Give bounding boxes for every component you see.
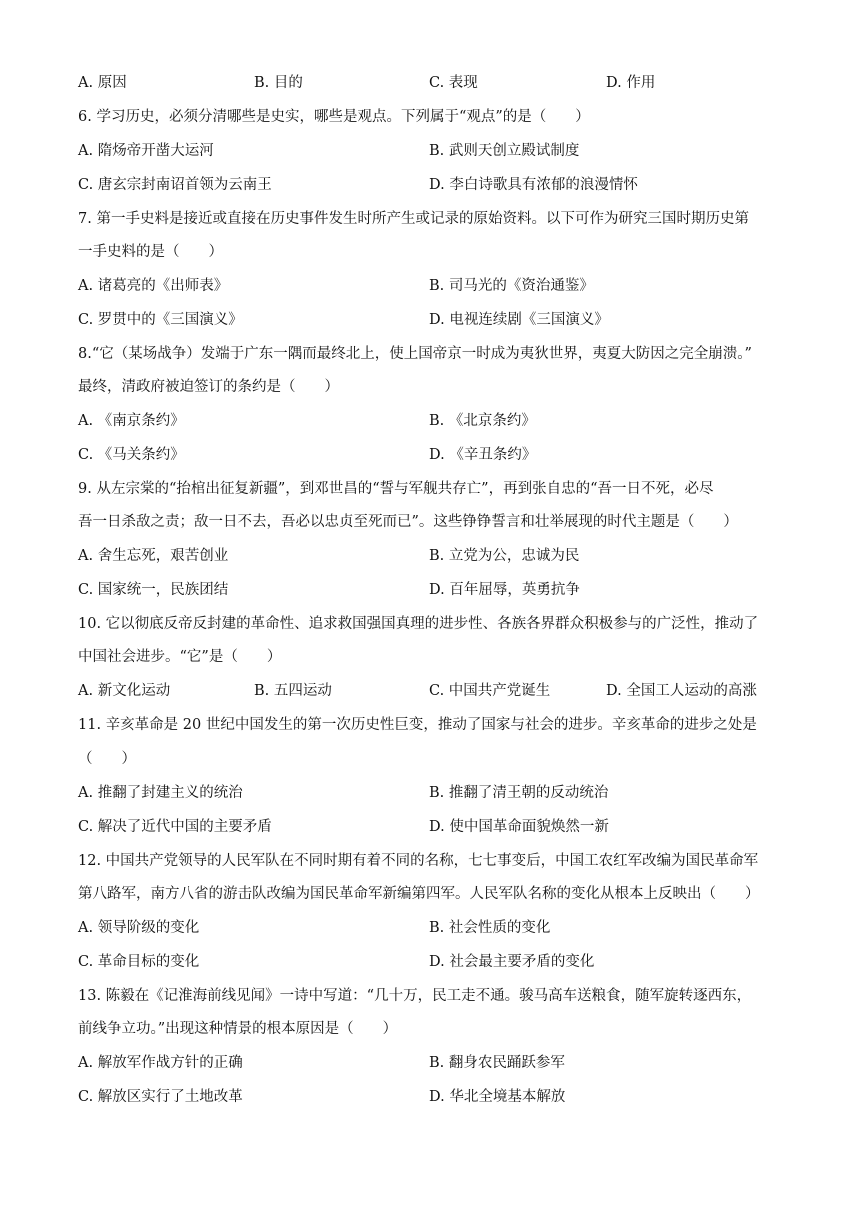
q9-stem-line-1: 9. 从左宗棠的“抬棺出征复新疆”，到邓世昌的“誓与军舰共存亡”，再到张自忠的“吾一日不死，必尽 xyxy=(78,481,714,497)
q10-stem-line-2: 中国社会进步。“它”是（ ） xyxy=(78,649,282,665)
q13-stem-line-2: 前线争立功。”出现这种情景的根本原因是（ ） xyxy=(78,1021,398,1037)
q8-option-b[interactable]: B. 《北京条约》 xyxy=(429,413,536,429)
q5-option-d[interactable]: D. 作用 xyxy=(606,75,656,91)
q9-option-d[interactable]: D. 百年屈辱，英勇抗争 xyxy=(429,582,580,598)
q7-option-a[interactable]: A. 诸葛亮的《出师表》 xyxy=(78,278,229,294)
q13-option-b[interactable]: B. 翻身农民踊跃参军 xyxy=(429,1055,565,1071)
q12-stem-line-1: 12. 中国共产党领导的人民军队在不同时期有着不同的名称，七七事变后，中国工农红军改编为国民革命军 xyxy=(78,853,759,869)
q8-stem-line-1: 8.“它（某场战争）发端于广东一隅而最终北上，使上国帝京一时成为夷狄世界，夷夏大防因之完全崩溃。” xyxy=(78,346,752,362)
q7-option-c[interactable]: C. 罗贯中的《三国演义》 xyxy=(78,312,243,328)
q8-option-c[interactable]: C. 《马关条约》 xyxy=(78,447,185,463)
q5-option-c[interactable]: C. 表现 xyxy=(429,75,478,91)
q9-option-b[interactable]: B. 立党为公，忠诚为民 xyxy=(429,548,580,564)
q13-option-c[interactable]: C. 解放区实行了土地改革 xyxy=(78,1089,243,1105)
q10-option-a[interactable]: A. 新文化运动 xyxy=(78,683,171,699)
q11-option-a[interactable]: A. 推翻了封建主义的统治 xyxy=(78,785,243,801)
q7-option-d[interactable]: D. 电视连续剧《三国演义》 xyxy=(429,312,609,328)
q9-option-a[interactable]: A. 舍生忘死，艰苦创业 xyxy=(78,548,229,564)
q6-stem: 6. 学习历史，必须分清哪些是史实，哪些是观点。下列属于“观点”的是（ ） xyxy=(78,109,590,125)
q12-option-c[interactable]: C. 革命目标的变化 xyxy=(78,954,200,970)
q12-option-b[interactable]: B. 社会性质的变化 xyxy=(429,920,551,936)
q12-option-d[interactable]: D. 社会最主要矛盾的变化 xyxy=(429,954,595,970)
q12-stem-line-2: 第八路军，南方八省的游击队改编为国民革命军新编第四军。人民军队名称的变化从根本上反映出（ ） xyxy=(78,886,760,902)
q6-option-d[interactable]: D. 李白诗歌具有浓郁的浪漫情怀 xyxy=(429,177,638,193)
q8-option-d[interactable]: D. 《辛丑条约》 xyxy=(429,447,537,463)
q5-option-b[interactable]: B. 目的 xyxy=(254,75,303,91)
q11-option-b[interactable]: B. 推翻了清王朝的反动统治 xyxy=(429,785,609,801)
q6-option-a[interactable]: A. 隋炀帝开凿大运河 xyxy=(78,143,214,159)
q11-option-c[interactable]: C. 解决了近代中国的主要矛盾 xyxy=(78,819,272,835)
q13-stem-line-1: 13. 陈毅在《记淮海前线见闻》一诗中写道：“几十万，民工走不通。骏马高车送粮食，随军旋转逐西东， xyxy=(78,988,752,1004)
q8-stem-line-2: 最终，清政府被迫签订的条约是（ ） xyxy=(78,379,339,395)
q5-option-a[interactable]: A. 原因 xyxy=(78,75,127,91)
q9-option-c[interactable]: C. 国家统一，民族团结 xyxy=(78,582,229,598)
q12-option-a[interactable]: A. 领导阶级的变化 xyxy=(78,920,200,936)
q11-stem-line-1: 11. 辛亥革命是 20 世纪中国发生的第一次历史性巨变，推动了国家与社会的进步。辛亥革命的进步之处是 xyxy=(78,717,757,733)
q10-stem-line-1: 10. 它以彻底反帝反封建的革命性、追求救国强国真理的进步性、各族各界群众积极参与的广泛性，推动了 xyxy=(78,616,759,632)
q10-option-d[interactable]: D. 全国工人运动的高涨 xyxy=(606,683,757,699)
q7-stem-line-1: 7. 第一手史料是接近或直接在历史事件发生时所产生或记录的原始资料。以下可作为研究三国时期历史第 xyxy=(78,211,749,227)
q6-option-c[interactable]: C. 唐玄宗封南诏首领为云南王 xyxy=(78,177,272,193)
q11-stem-line-2: （ ） xyxy=(78,751,136,767)
q8-option-a[interactable]: A. 《南京条约》 xyxy=(78,413,185,429)
q6-option-b[interactable]: B. 武则天创立殿试制度 xyxy=(429,143,580,159)
q11-option-d[interactable]: D. 使中国革命面貌焕然一新 xyxy=(429,819,609,835)
q10-option-c[interactable]: C. 中国共产党诞生 xyxy=(429,683,551,699)
q10-option-b[interactable]: B. 五四运动 xyxy=(254,683,332,699)
q7-option-b[interactable]: B. 司马光的《资治通鉴》 xyxy=(429,278,594,294)
q13-option-d[interactable]: D. 华北全境基本解放 xyxy=(429,1089,566,1105)
q9-stem-line-2: 吾一日杀敌之责；敌一日不去，吾必以忠贞至死而已”。这些铮铮誓言和壮举展现的时代主题是（ ） xyxy=(78,514,738,530)
q13-option-a[interactable]: A. 解放军作战方针的正确 xyxy=(78,1055,243,1071)
q7-stem-line-2: 一手史料的是（ ） xyxy=(78,244,223,260)
